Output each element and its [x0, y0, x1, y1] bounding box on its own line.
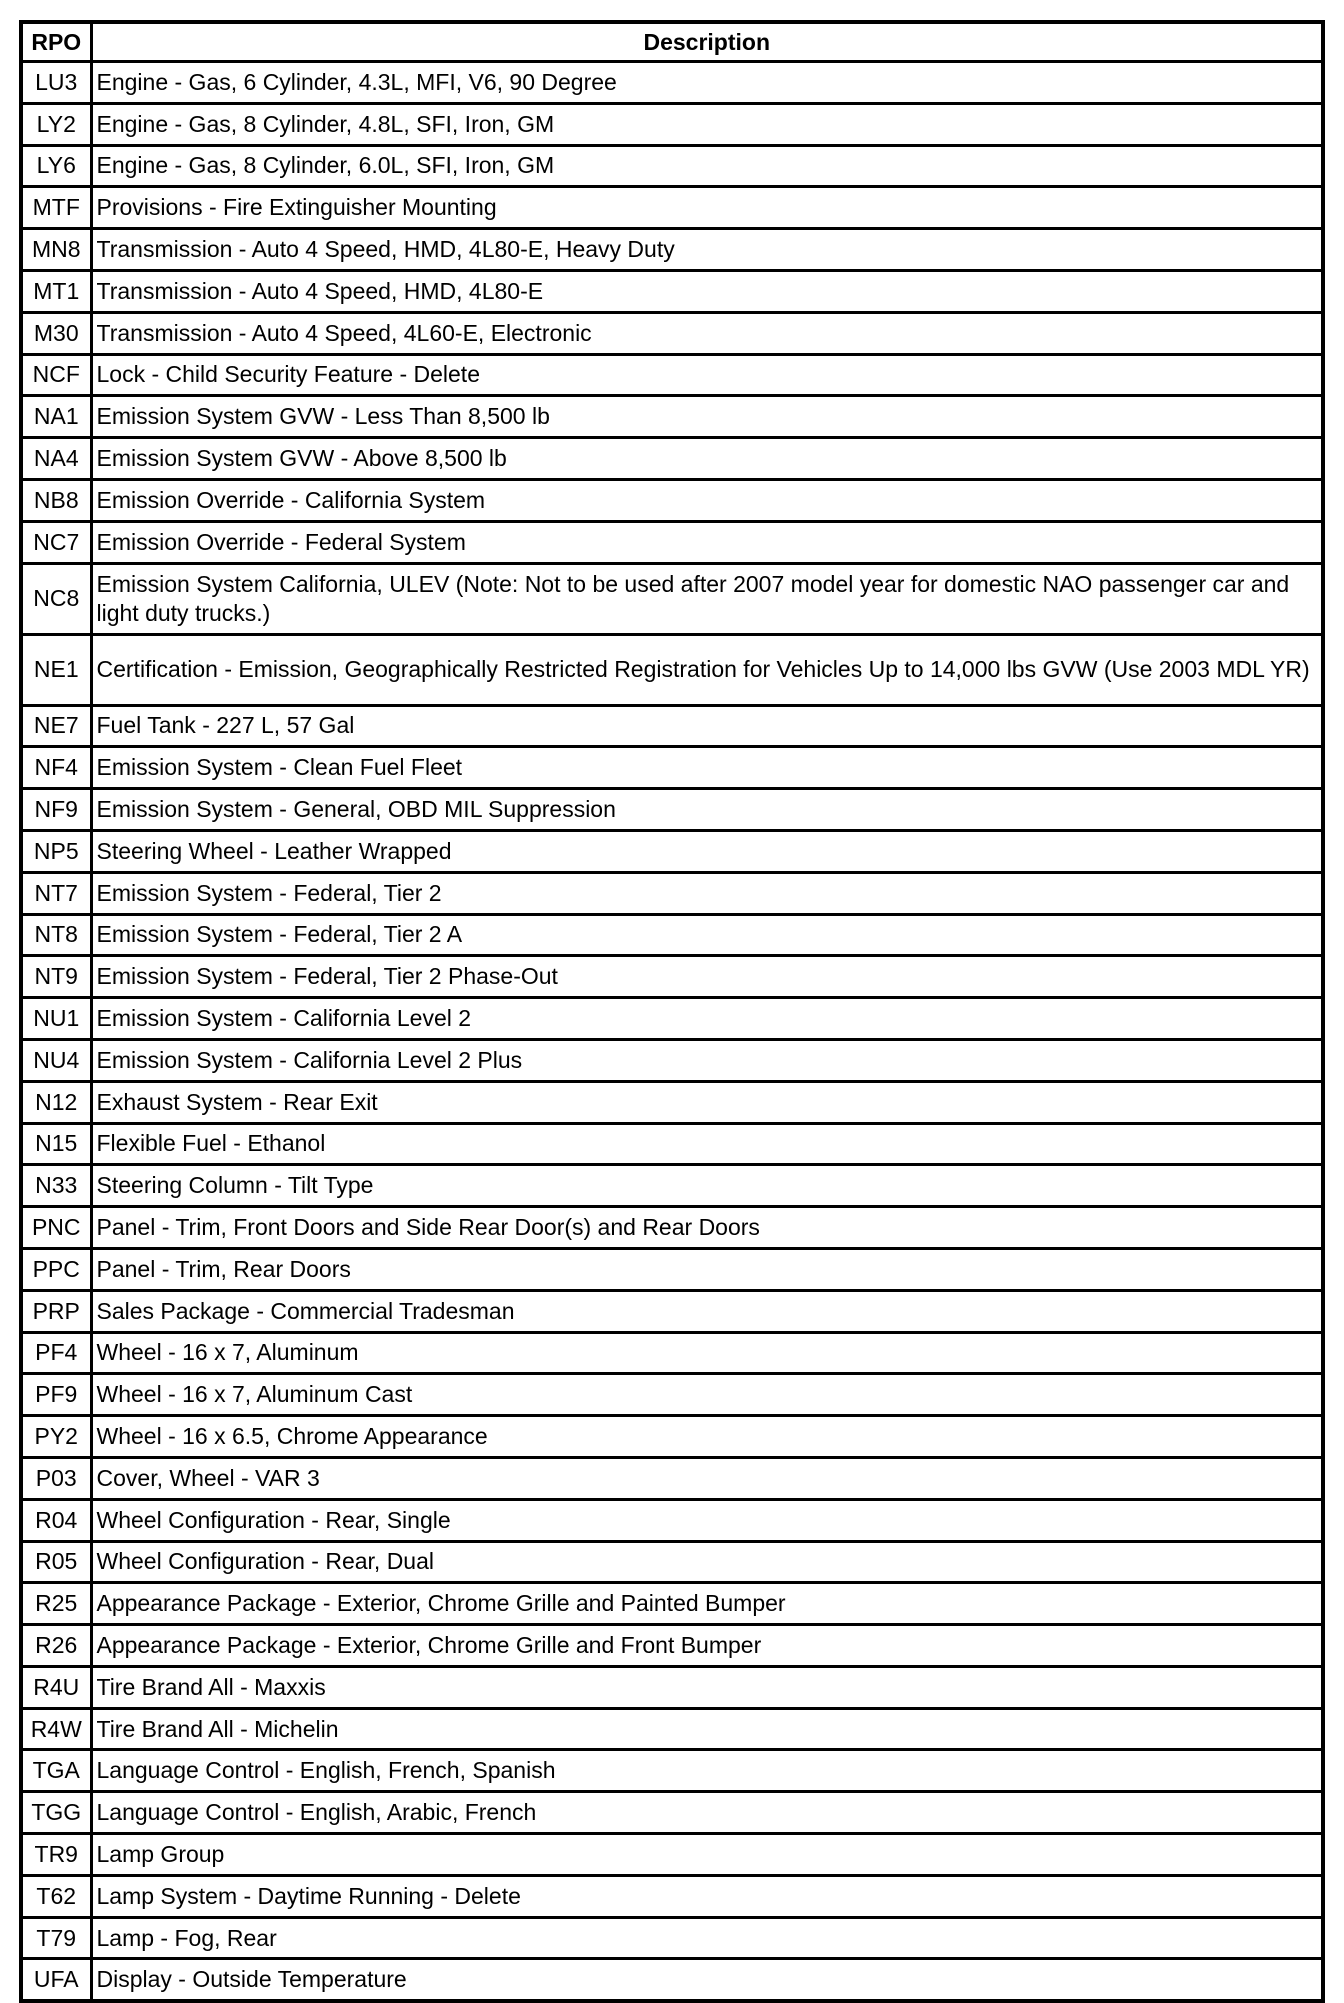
- rpo-code-cell: PNC: [21, 1207, 91, 1249]
- description-cell: Lock - Child Security Feature - Delete: [91, 354, 1323, 396]
- description-cell: Flexible Fuel - Ethanol: [91, 1123, 1323, 1165]
- description-cell: Wheel - 16 x 7, Aluminum Cast: [91, 1374, 1323, 1416]
- description-cell: Wheel Configuration - Rear, Single: [91, 1499, 1323, 1541]
- rpo-code-cell: PF9: [21, 1374, 91, 1416]
- table-row: [21, 354, 1323, 396]
- description-cell: Panel - Trim, Rear Doors: [91, 1248, 1323, 1290]
- description-cell: Emission Override - California System: [91, 479, 1323, 521]
- description-cell: Engine - Gas, 8 Cylinder, 4.8L, SFI, Iron, GM: [91, 103, 1323, 145]
- rpo-column-header: RPO: [21, 22, 91, 62]
- table-row: [21, 1416, 1323, 1458]
- description-cell: Cover, Wheel - VAR 3: [91, 1457, 1323, 1499]
- description-cell: Emission System - Federal, Tier 2: [91, 872, 1323, 914]
- rpo-code-cell: MTF: [21, 187, 91, 229]
- description-cell: Emission System - California Level 2: [91, 998, 1323, 1040]
- rpo-code-cell: R04: [21, 1499, 91, 1541]
- description-cell: Transmission - Auto 4 Speed, HMD, 4L80-E, Heavy Duty: [91, 229, 1323, 271]
- rpo-code-cell: PRP: [21, 1290, 91, 1332]
- table-row: [21, 1625, 1323, 1667]
- rpo-code-cell: R05: [21, 1541, 91, 1583]
- rpo-code-cell: NF9: [21, 789, 91, 831]
- description-cell: Panel - Trim, Front Doors and Side Rear Door(s) and Rear Doors: [91, 1207, 1323, 1249]
- rpo-table: [19, 20, 1325, 2003]
- table-row: [21, 270, 1323, 312]
- description-cell: Emission System California, ULEV (Note: Not to be used after 2007 model year for domestic NAO passenger car and light duty trucks.): [91, 563, 1323, 634]
- description-cell: Display - Outside Temperature: [91, 1959, 1323, 2001]
- table-row: [21, 1457, 1323, 1499]
- table-row: [21, 998, 1323, 1040]
- rpo-code-cell: NF4: [21, 747, 91, 789]
- rpo-code-cell: PPC: [21, 1248, 91, 1290]
- rpo-code-cell: T62: [21, 1875, 91, 1917]
- table-row: [21, 1750, 1323, 1792]
- rpo-code-cell: NU1: [21, 998, 91, 1040]
- rpo-code-cell: NT8: [21, 914, 91, 956]
- description-cell: Language Control - English, French, Spanish: [91, 1750, 1323, 1792]
- table-row: [21, 1917, 1323, 1959]
- rpo-code-cell: T79: [21, 1917, 91, 1959]
- table-row: [21, 145, 1323, 187]
- rpo-code-cell: NC7: [21, 521, 91, 563]
- rpo-code-cell: NB8: [21, 479, 91, 521]
- rpo-code-cell: R25: [21, 1583, 91, 1625]
- table-row: [21, 521, 1323, 563]
- description-cell: Sales Package - Commercial Tradesman: [91, 1290, 1323, 1332]
- rpo-code-cell: N15: [21, 1123, 91, 1165]
- rpo-code-cell: NU4: [21, 1039, 91, 1081]
- table-row: [21, 438, 1323, 480]
- description-cell: Transmission - Auto 4 Speed, 4L60-E, Electronic: [91, 312, 1323, 354]
- description-cell: Language Control - English, Arabic, French: [91, 1792, 1323, 1834]
- table-row: [21, 1207, 1323, 1249]
- description-cell: Lamp - Fog, Rear: [91, 1917, 1323, 1959]
- table-row: [21, 1708, 1323, 1750]
- rpo-code-cell: M30: [21, 312, 91, 354]
- rpo-code-cell: NE7: [21, 705, 91, 747]
- table-row: [21, 1959, 1323, 2001]
- rpo-code-cell: NT7: [21, 872, 91, 914]
- table-row: [21, 103, 1323, 145]
- table-row: [21, 1165, 1323, 1207]
- table-row: [21, 1332, 1323, 1374]
- rpo-code-cell: TGA: [21, 1750, 91, 1792]
- rpo-code-cell: NCF: [21, 354, 91, 396]
- description-cell: Emission Override - Federal System: [91, 521, 1323, 563]
- rpo-code-cell: MT1: [21, 270, 91, 312]
- description-cell: Tire Brand All - Maxxis: [91, 1666, 1323, 1708]
- table-row: [21, 1039, 1323, 1081]
- description-cell: Wheel - 16 x 7, Aluminum: [91, 1332, 1323, 1374]
- table-row: [21, 563, 1323, 634]
- description-cell: Steering Wheel - Leather Wrapped: [91, 830, 1323, 872]
- table-body: [21, 62, 1323, 2001]
- table-row: [21, 1666, 1323, 1708]
- rpo-code-cell: R4U: [21, 1666, 91, 1708]
- rpo-code-cell: R4W: [21, 1708, 91, 1750]
- description-cell: Emission System - California Level 2 Plus: [91, 1039, 1323, 1081]
- table-row: [21, 1541, 1323, 1583]
- description-cell: Engine - Gas, 8 Cylinder, 6.0L, SFI, Iron, GM: [91, 145, 1323, 187]
- rpo-code-cell: NE1: [21, 634, 91, 705]
- table-row: [21, 229, 1323, 271]
- description-cell: Provisions - Fire Extinguisher Mounting: [91, 187, 1323, 229]
- rpo-code-cell: N33: [21, 1165, 91, 1207]
- rpo-code-cell: NT9: [21, 956, 91, 998]
- table-row: [21, 1792, 1323, 1834]
- description-cell: Emission System - General, OBD MIL Suppression: [91, 789, 1323, 831]
- rpo-code-cell: TGG: [21, 1792, 91, 1834]
- rpo-code-cell: PF4: [21, 1332, 91, 1374]
- rpo-code-cell: NC8: [21, 563, 91, 634]
- rpo-code-cell: UFA: [21, 1959, 91, 2001]
- table-header-row: [21, 22, 1323, 62]
- table-row: [21, 1374, 1323, 1416]
- rpo-code-cell: MN8: [21, 229, 91, 271]
- table-row: [21, 1081, 1323, 1123]
- table-row: [21, 1290, 1323, 1332]
- description-cell: Steering Column - Tilt Type: [91, 1165, 1323, 1207]
- table-row: [21, 830, 1323, 872]
- description-cell: Appearance Package - Exterior, Chrome Grille and Painted Bumper: [91, 1583, 1323, 1625]
- rpo-code-cell: NA4: [21, 438, 91, 480]
- description-cell: Tire Brand All - Michelin: [91, 1708, 1323, 1750]
- table-row: [21, 1834, 1323, 1876]
- rpo-code-cell: LY6: [21, 145, 91, 187]
- description-cell: Emission System GVW - Less Than 8,500 lb: [91, 396, 1323, 438]
- table-row: [21, 634, 1323, 705]
- description-cell: Emission System - Federal, Tier 2 A: [91, 914, 1323, 956]
- table-row: [21, 396, 1323, 438]
- table-row: [21, 1123, 1323, 1165]
- rpo-code-cell: N12: [21, 1081, 91, 1123]
- description-cell: Transmission - Auto 4 Speed, HMD, 4L80-E: [91, 270, 1323, 312]
- table-row: [21, 705, 1323, 747]
- rpo-code-cell: LY2: [21, 103, 91, 145]
- description-cell: Certification - Emission, Geographically Restricted Registration for Vehicles Up to 14,000 lbs GVW (Use 2003 MDL YR): [91, 634, 1323, 705]
- description-cell: Emission System - Clean Fuel Fleet: [91, 747, 1323, 789]
- rpo-code-cell: TR9: [21, 1834, 91, 1876]
- table-row: [21, 1248, 1323, 1290]
- description-cell: Emission System - Federal, Tier 2 Phase-Out: [91, 956, 1323, 998]
- rpo-code-cell: PY2: [21, 1416, 91, 1458]
- description-column-header: Description: [91, 22, 1323, 62]
- rpo-code-cell: LU3: [21, 62, 91, 104]
- table-row: [21, 187, 1323, 229]
- table-row: [21, 747, 1323, 789]
- table-row: [21, 914, 1323, 956]
- description-cell: Exhaust System - Rear Exit: [91, 1081, 1323, 1123]
- table-row: [21, 1499, 1323, 1541]
- description-cell: Wheel Configuration - Rear, Dual: [91, 1541, 1323, 1583]
- rpo-code-cell: NP5: [21, 830, 91, 872]
- rpo-code-cell: NA1: [21, 396, 91, 438]
- rpo-code-cell: P03: [21, 1457, 91, 1499]
- table-row: [21, 312, 1323, 354]
- description-cell: Fuel Tank - 227 L, 57 Gal: [91, 705, 1323, 747]
- table-row: [21, 479, 1323, 521]
- description-cell: Engine - Gas, 6 Cylinder, 4.3L, MFI, V6, 90 Degree: [91, 62, 1323, 104]
- table-row: [21, 1583, 1323, 1625]
- table-row: [21, 872, 1323, 914]
- table-row: [21, 1875, 1323, 1917]
- description-cell: Lamp System - Daytime Running - Delete: [91, 1875, 1323, 1917]
- description-cell: Lamp Group: [91, 1834, 1323, 1876]
- description-cell: Emission System GVW - Above 8,500 lb: [91, 438, 1323, 480]
- table-row: [21, 62, 1323, 104]
- table-row: [21, 956, 1323, 998]
- description-cell: Wheel - 16 x 6.5, Chrome Appearance: [91, 1416, 1323, 1458]
- rpo-code-cell: R26: [21, 1625, 91, 1667]
- description-cell: Appearance Package - Exterior, Chrome Grille and Front Bumper: [91, 1625, 1323, 1667]
- table-row: [21, 789, 1323, 831]
